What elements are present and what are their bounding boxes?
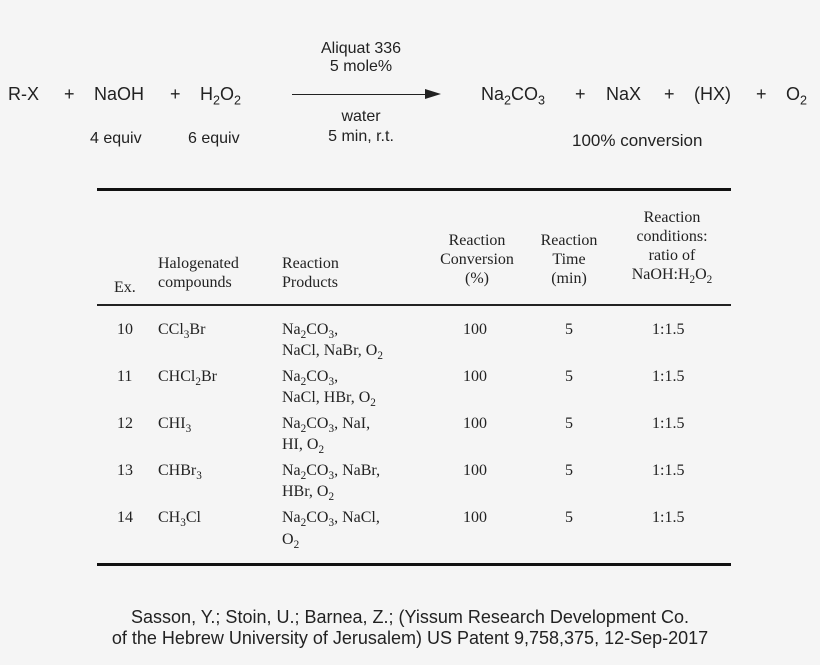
product-hx: (HX) (694, 84, 731, 104)
cell-products-cont: $O_2$ (282, 531, 300, 551)
header-bottom-rule (97, 304, 731, 306)
citation-line-2: of the Hebrew University of Jerusalem) US Patent 9,758,375, 12-Sep-2017 (111, 628, 709, 648)
plus-sign: + (756, 84, 767, 104)
cell-products: $Na_2CO_3$, NaBr, (282, 462, 381, 482)
product-o2: $O_2$ (786, 84, 808, 108)
header-products: Reaction Products (282, 255, 339, 291)
product-na2co3: $Na_2CO_3$ (481, 84, 546, 108)
cell-time: 5 (565, 462, 573, 479)
cell-products: $Na_2CO_3$, (282, 321, 339, 341)
reactant-h2o2: $H_2O_2$ (200, 84, 242, 108)
header-ex: Ex. (114, 279, 136, 296)
arrow-head-icon (425, 89, 441, 99)
cell-ratio: 1:1.5 (652, 415, 685, 432)
header-time: Reaction Time (min) (540, 232, 598, 287)
cell-ratio: 1:1.5 (652, 321, 685, 338)
cell-ex: 10 (117, 321, 133, 338)
cell-time: 5 (565, 368, 573, 385)
reaction-arrow (292, 94, 430, 95)
cell-ex: 13 (117, 462, 133, 479)
citation-line-1: Sasson, Y.; Stoin, U.; Barnea, Z.; (Yissum Research Development Co. (131, 607, 689, 627)
catalyst-loading: 5 mole% (329, 58, 393, 75)
cell-time: 5 (565, 509, 573, 526)
cell-products-cont: NaCl, HBr, $O_2$ (282, 389, 376, 409)
cell-compound: $CHI_3$ (158, 415, 192, 435)
cell-conversion: 100 (463, 321, 487, 338)
plus-sign: + (170, 84, 181, 104)
cell-products: $Na_2CO_3$, NaCl, (282, 509, 380, 529)
cell-conversion: 100 (463, 509, 487, 526)
cell-ratio: 1:1.5 (652, 462, 685, 479)
naoh-equiv: 4 equiv (90, 130, 142, 147)
cell-products: $Na_2CO_3$, NaI, (282, 415, 371, 435)
cell-compound: CCl$_3$Br (158, 321, 206, 341)
header-conditions: Reaction conditions: ratio of $NaOH:H_2O_2$ (631, 209, 713, 286)
cell-compound: CHCl$_2$Br (158, 368, 217, 388)
cell-time: 5 (565, 321, 573, 338)
cell-ratio: 1:1.5 (652, 509, 685, 526)
plus-sign: + (575, 84, 586, 104)
solvent-label: water (341, 108, 381, 125)
time-temp-label: 5 min, r.t. (328, 128, 394, 145)
cell-compound: CHBr$_3$ (158, 462, 202, 482)
cell-conversion: 100 (463, 415, 487, 432)
cell-products: $Na_2CO_3$, (282, 368, 339, 388)
catalyst-label: Aliquat 336 (320, 40, 402, 57)
cell-products-cont: HBr, $O_2$ (282, 483, 335, 503)
header-conversion: Reaction Conversion (%) (440, 232, 514, 287)
reactant-rx: R-X (8, 84, 39, 104)
cell-products-cont: HI, $O_2$ (282, 436, 325, 456)
cell-ex: 14 (117, 509, 133, 526)
cell-products-cont: NaCl, NaBr, $O_2$ (282, 342, 383, 362)
cell-time: 5 (565, 415, 573, 432)
cell-ex: 12 (117, 415, 133, 432)
reactant-naoh: NaOH (94, 84, 145, 104)
plus-sign: + (664, 84, 675, 104)
h2o2-equiv: 6 equiv (188, 130, 240, 147)
product-nax: NaX (606, 84, 642, 104)
conversion-result: 100% conversion (572, 131, 703, 150)
cell-compound: $CH_3Cl$ (158, 509, 201, 529)
table-bottom-rule (97, 563, 731, 566)
cell-conversion: 100 (463, 368, 487, 385)
table-top-rule (97, 188, 731, 191)
plus-sign: + (64, 84, 75, 104)
header-compounds: Halogenated compounds (158, 255, 239, 291)
cell-ex: 11 (117, 368, 133, 385)
cell-ratio: 1:1.5 (652, 368, 685, 385)
cell-conversion: 100 (463, 462, 487, 479)
